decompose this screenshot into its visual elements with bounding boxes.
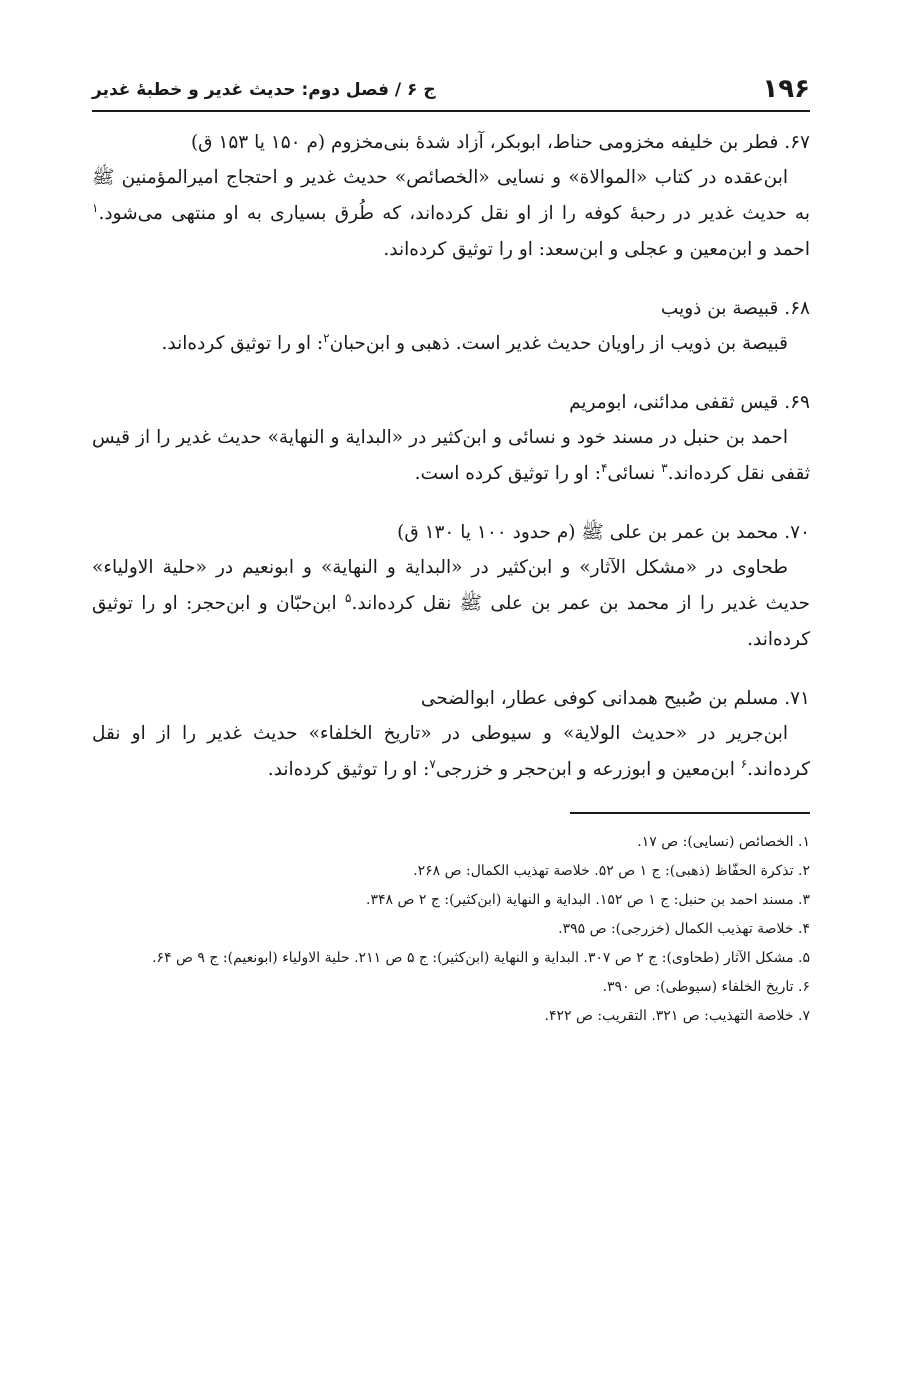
- entry-69: [92, 386, 810, 492]
- footnote-reference[interactable]: ۱: [92, 200, 99, 215]
- footnote: ۱. الخصائص (نسایی): ص ۱۷.: [637, 834, 810, 850]
- footnote-reference[interactable]: ۳: [661, 460, 668, 475]
- entry-67: [92, 126, 810, 268]
- entry-body: طحاوی در «مشکل الآثار» و ابن‌کثیر در «البدایة و النهایة» و ابونعیم در «حلیة الاولیاء» حدیث غدیر را از محمد بن عمر بن علی ﷺ نقل کرده‌اند.$^۵$ ابن‌حبّان و ابن‌حجر: او را توثیق کرده‌اند.: [92, 557, 810, 650]
- entry-70: [92, 516, 810, 658]
- entry-body: قبیصة بن ذویب از راویان حدیث غدیر است. ذهبی و ابن‌حبان$^۲$: او را توثیق کرده‌اند.: [161, 330, 788, 354]
- entry-title: ۷۱. مسلم بن صُبیح همدانی کوفی عطار، ابوالضحی: [420, 688, 810, 709]
- footnote: ۶. تاریخ الخلفاء (سیوطی): ص ۳۹۰.: [602, 979, 810, 995]
- entry-title: ۶۸. قبیصة بن ذویب: [660, 298, 810, 319]
- footnote-reference[interactable]: ۷: [429, 756, 436, 771]
- entry-title: ۶۹. قیس ثقفی مدائنی، ابومریم: [569, 392, 810, 413]
- page-number: ۱۹۶: [762, 74, 810, 104]
- footnote: ۵. مشکل الآثار (طحاوی): ج ۲ ص ۳۰۷. البدایة و النهایة (ابن‌کثیر): ج ۵ ص ۲۱۱. حلیة الاولیاء (ابونعیم): ج ۹ ص ۶۴.: [152, 950, 810, 966]
- footnote-divider: [570, 812, 810, 814]
- page-header: [92, 60, 810, 112]
- footnotes: [92, 828, 810, 1031]
- main-text: [92, 126, 810, 788]
- footnote-reference[interactable]: ۲: [323, 330, 330, 345]
- footnote-reference[interactable]: ۴: [600, 460, 608, 475]
- book-page: [92, 60, 810, 1031]
- running-title: ج ۶ / فصل دوم: حدیث غدیر و خطبهٔ غدیر: [92, 80, 436, 100]
- entry-title: ۷۰. محمد بن عمر بن علی ﷺ (م حدود ۱۰۰ یا ۱۳۰ ق): [397, 522, 810, 543]
- entry-71: [92, 682, 810, 788]
- footnote: ۴. خلاصة تهذیب الکمال (خزرجی): ص ۳۹۵.: [558, 921, 810, 937]
- footnote: ۷. خلاصة التهذیب: ص ۳۲۱. التقریب: ص ۴۲۲.: [544, 1008, 810, 1024]
- footnote-reference[interactable]: ۵: [345, 590, 352, 605]
- entry-68: [92, 292, 810, 362]
- entry-body: ابن‌عقده در کتاب «الموالاة» و نسایی «الخصائص» حدیث غدیر و احتجاج امیرالمؤمنین ﷺ به حدیث غدیر در رحبهٔ کوفه را از او نقل کرده‌اند، که طُرق بسیاری به او منتهی می‌شود.$^۱$ احمد و ابن‌معین و عجلی و ابن‌سعد: او را توثیق کرده‌اند.: [92, 167, 810, 260]
- entry-body: ابن‌جریر در «حدیث الولایة» و سیوطی در «تاریخ الخلفاء» حدیث غدیر را از او نقل کرده‌اند.$^۶$ ابن‌معین و ابوزرعه و ابن‌حجر و خزرجی$^۷$: او را توثیق کرده‌اند.: [92, 723, 810, 780]
- entry-title: ۶۷. فطر بن خلیفه مخزومی حناط، ابوبکر، آزاد شدهٔ بنی‌مخزوم (م ۱۵۰ یا ۱۵۳ ق): [190, 132, 810, 153]
- footnote: ۲. تذکرة الحفّاظ (ذهبی): ج ۱ ص ۵۲. خلاصة تهذیب الکمال: ص ۲۶۸.: [413, 863, 810, 879]
- footnote: ۳. مسند احمد بن حنبل: ج ۱ ص ۱۵۲. البدایة و النهایة (ابن‌کثیر): ج ۲ ص ۳۴۸.: [366, 892, 810, 908]
- entry-body: احمد بن حنبل در مسند خود و نسائی و ابن‌کثیر در «البدایة و النهایة» حدیث غدیر را از قیس ثقفی نقل کرده‌اند.$^۳$ نسائی$^۴$: او را توثیق کرده است.: [92, 427, 810, 484]
- footnote-reference[interactable]: ۶: [740, 756, 748, 771]
